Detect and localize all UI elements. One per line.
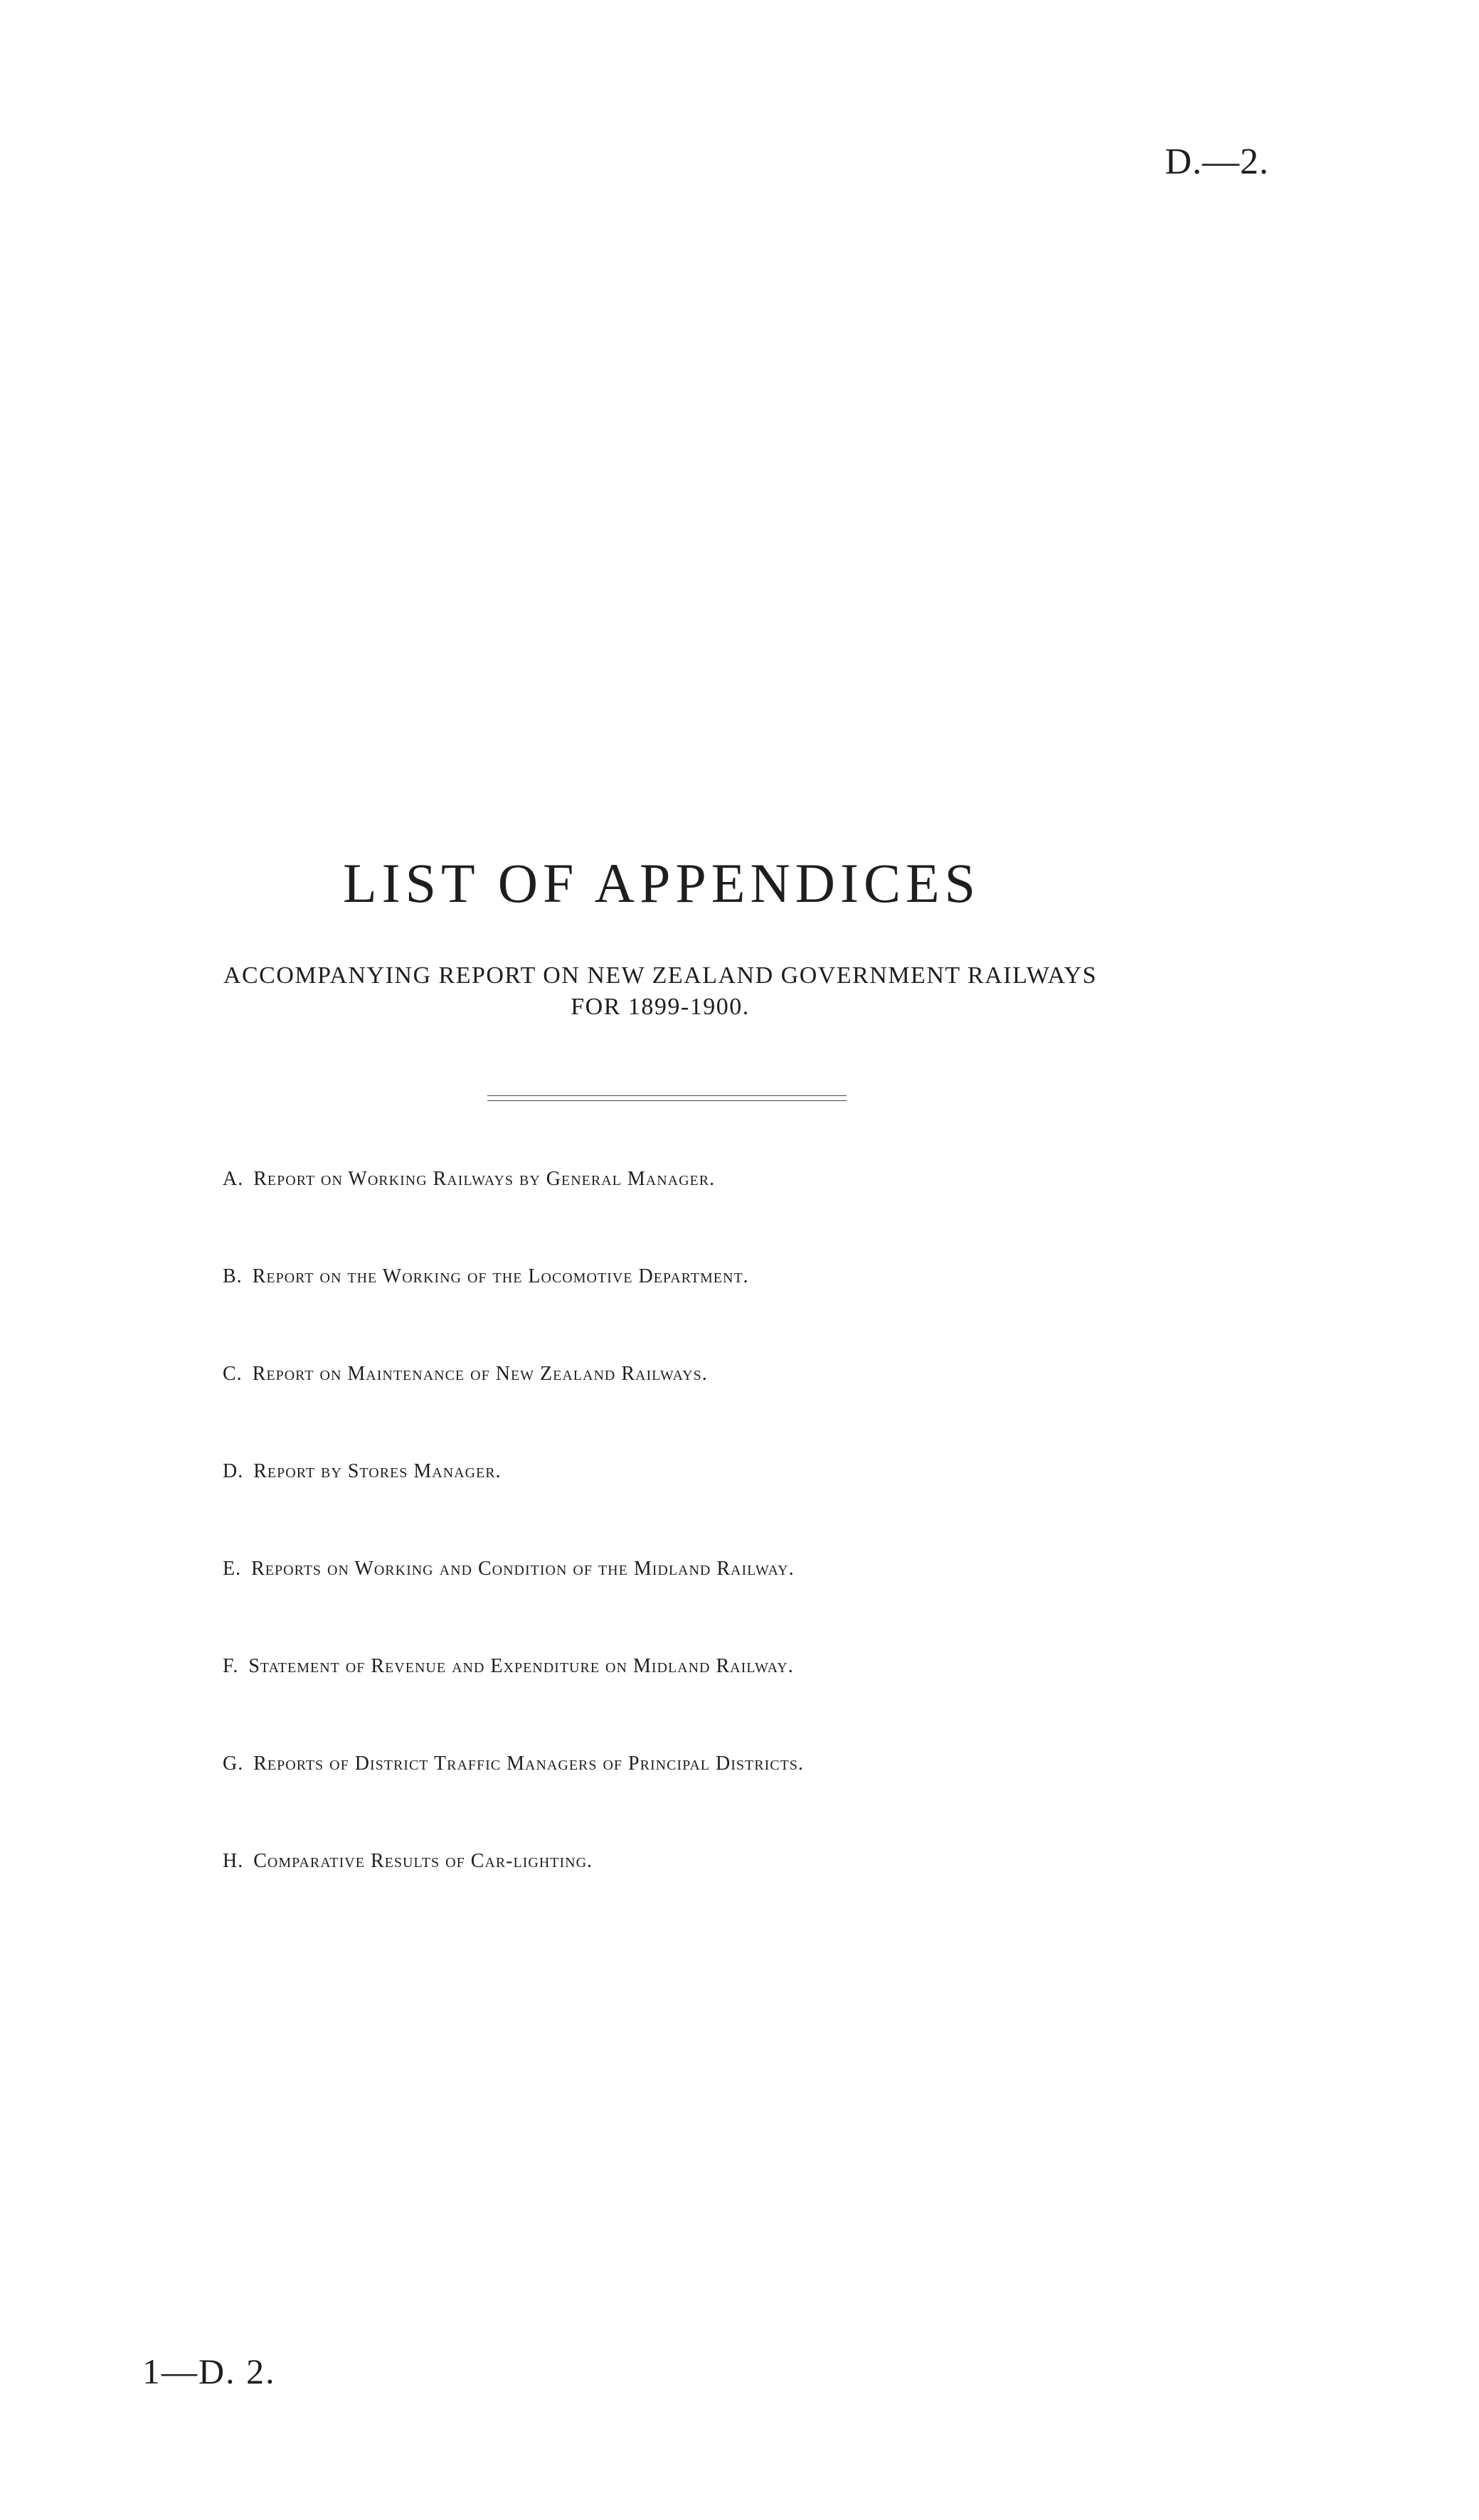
subtitle-line-2: FOR 1899-1900.: [571, 994, 750, 1020]
appendix-item-d: [223, 1457, 1290, 1555]
page-title: LIST OF APPENDICES: [342, 852, 981, 915]
appendix-text: Statement of Revenue and Expenditure on Midland Railway.: [248, 1655, 794, 1677]
appendix-text: Report on Working Railways by General Manager.: [253, 1168, 716, 1190]
document-reference: D.—2.: [1165, 142, 1269, 182]
appendix-letter: G.: [223, 1753, 244, 1775]
appendix-letter: E.: [223, 1558, 242, 1580]
appendix-letter: H.: [223, 1850, 244, 1872]
appendix-list: [223, 1165, 1290, 1945]
appendix-text: Report on the Working of the Locomotive Department.: [252, 1265, 749, 1287]
appendix-letter: B.: [223, 1265, 243, 1287]
appendix-letter: C.: [223, 1363, 243, 1385]
appendix-item-c: [223, 1360, 1290, 1457]
appendix-item-e: [223, 1555, 1290, 1652]
appendix-item-b: [223, 1262, 1290, 1360]
page-signature: 1—D. 2.: [142, 2351, 276, 2391]
appendix-text: Report by Stores Manager.: [253, 1460, 502, 1482]
appendix-letter: A.: [223, 1168, 244, 1190]
double-rule-divider: [487, 1095, 847, 1101]
appendix-item-g: [223, 1750, 1290, 1847]
appendix-text: Comparative Results of Car-lighting.: [253, 1850, 593, 1872]
appendix-letter: D.: [223, 1460, 244, 1482]
subtitle-line-1: ACCOMPANYING REPORT ON NEW ZEALAND GOVERNMENT RAILWAYS: [223, 962, 1098, 989]
appendix-item-a: [223, 1165, 1290, 1262]
subtitle: [162, 960, 1158, 1023]
appendix-text: Report on Maintenance of New Zealand Railways.: [252, 1363, 708, 1385]
appendix-letter: F.: [223, 1655, 239, 1677]
appendix-item-h: [223, 1847, 1290, 1945]
appendix-text: Reports on Working and Condition of the Midland Railway.: [251, 1558, 795, 1580]
appendix-text: Reports of District Traffic Managers of Principal Districts.: [253, 1753, 804, 1775]
appendix-item-f: [223, 1652, 1290, 1750]
